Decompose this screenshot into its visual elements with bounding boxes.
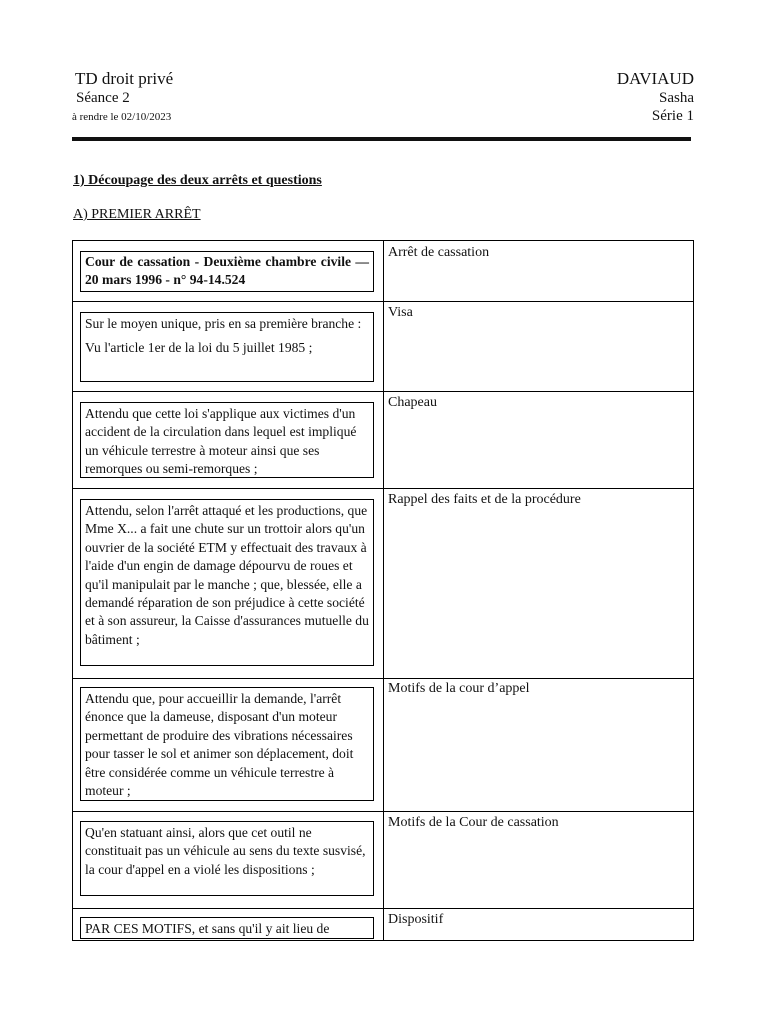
row-label: Dispositif (388, 912, 444, 927)
column-divider (383, 241, 384, 940)
excerpt-text: Sur le moyen unique, pris en sa première branche : (85, 316, 362, 331)
section-title: 1) Découpage des deux arrêts et questions (73, 173, 322, 188)
excerpt-box (80, 821, 374, 896)
series-label: Série 1 (651, 108, 694, 124)
excerpt-box (80, 687, 374, 801)
row-label: Chapeau (388, 395, 437, 410)
excerpt-box (80, 499, 374, 666)
excerpt-box (80, 917, 374, 939)
excerpt-text: Attendu, selon l'arrêt attaqué et les productions, que Mme X... a fait une chute sur un trottoir alors qu'un ouvrier de la société ETM y effectuait des travaux à l'aide d'un engin de damage dépourvu de roues et qu'il manipulait par le manche ; que, blessée, elle a demandé réparation de son préjudice à cette société et à son assureur, la Caisse d'assurances mutuelle du bâtiment ; (85, 503, 369, 647)
excerpt-box (80, 402, 374, 478)
row-label: Arrêt de cassation (388, 245, 490, 260)
excerpt-text: Cour de cassation - Deuxième chambre civile — 20 mars 1996 - n° 94-14.524 (85, 254, 369, 288)
excerpt-text: Attendu que cette loi s'applique aux victimes d'un accident de la circulation dans lequel est impliqué un véhicule terrestre à moteur ainsi que ses remorques ou semi-remorques ; (85, 406, 357, 477)
student-lastname: DAVIAUD (616, 69, 694, 88)
analysis-table (72, 240, 694, 941)
excerpt-text: Attendu que, pour accueillir la demande, l'arrêt énonce que la dameuse, disposant d'un moteur permettant de produire des vibrations nécessaires pour tasser le sol et animer son déplacement, doit être considérée comme un véhicule terrestre à moteur ; (85, 691, 354, 799)
due-date: à rendre le 02/10/2023 (72, 111, 172, 123)
header-divider-tail (608, 139, 691, 141)
excerpt-text: PAR CES MOTIFS, et sans qu'il y ait lieu de (85, 921, 330, 936)
row-divider (73, 488, 693, 489)
row-divider (73, 391, 693, 392)
excerpt-text: Vu l'article 1er de la loi du 5 juillet 1985 ; (85, 340, 313, 356)
session-label: Séance 2 (76, 90, 130, 106)
course-title: TD droit privé (75, 69, 174, 88)
row-label: Visa (388, 305, 413, 320)
header-left (72, 69, 174, 125)
excerpt-box (80, 312, 374, 382)
subsection-title: A) PREMIER ARRÊT (73, 207, 201, 222)
row-label: Motifs de la Cour de cassation (388, 815, 559, 830)
header-right (617, 69, 694, 125)
row-divider (73, 301, 693, 302)
row-label: Rappel des faits et de la procédure (388, 492, 581, 507)
excerpt-box (80, 251, 374, 292)
row-label: Motifs de la cour d’appel (388, 681, 530, 696)
row-divider (73, 908, 693, 909)
row-divider (73, 678, 693, 679)
row-divider (73, 811, 693, 812)
student-firstname: Sasha (659, 90, 694, 106)
header-divider (72, 137, 691, 141)
excerpt-text: Qu'en statuant ainsi, alors que cet outil ne constituait pas un véhicule au sens du texte susvisé, la cour d'appel en a violé les dispositions ; (85, 825, 366, 877)
